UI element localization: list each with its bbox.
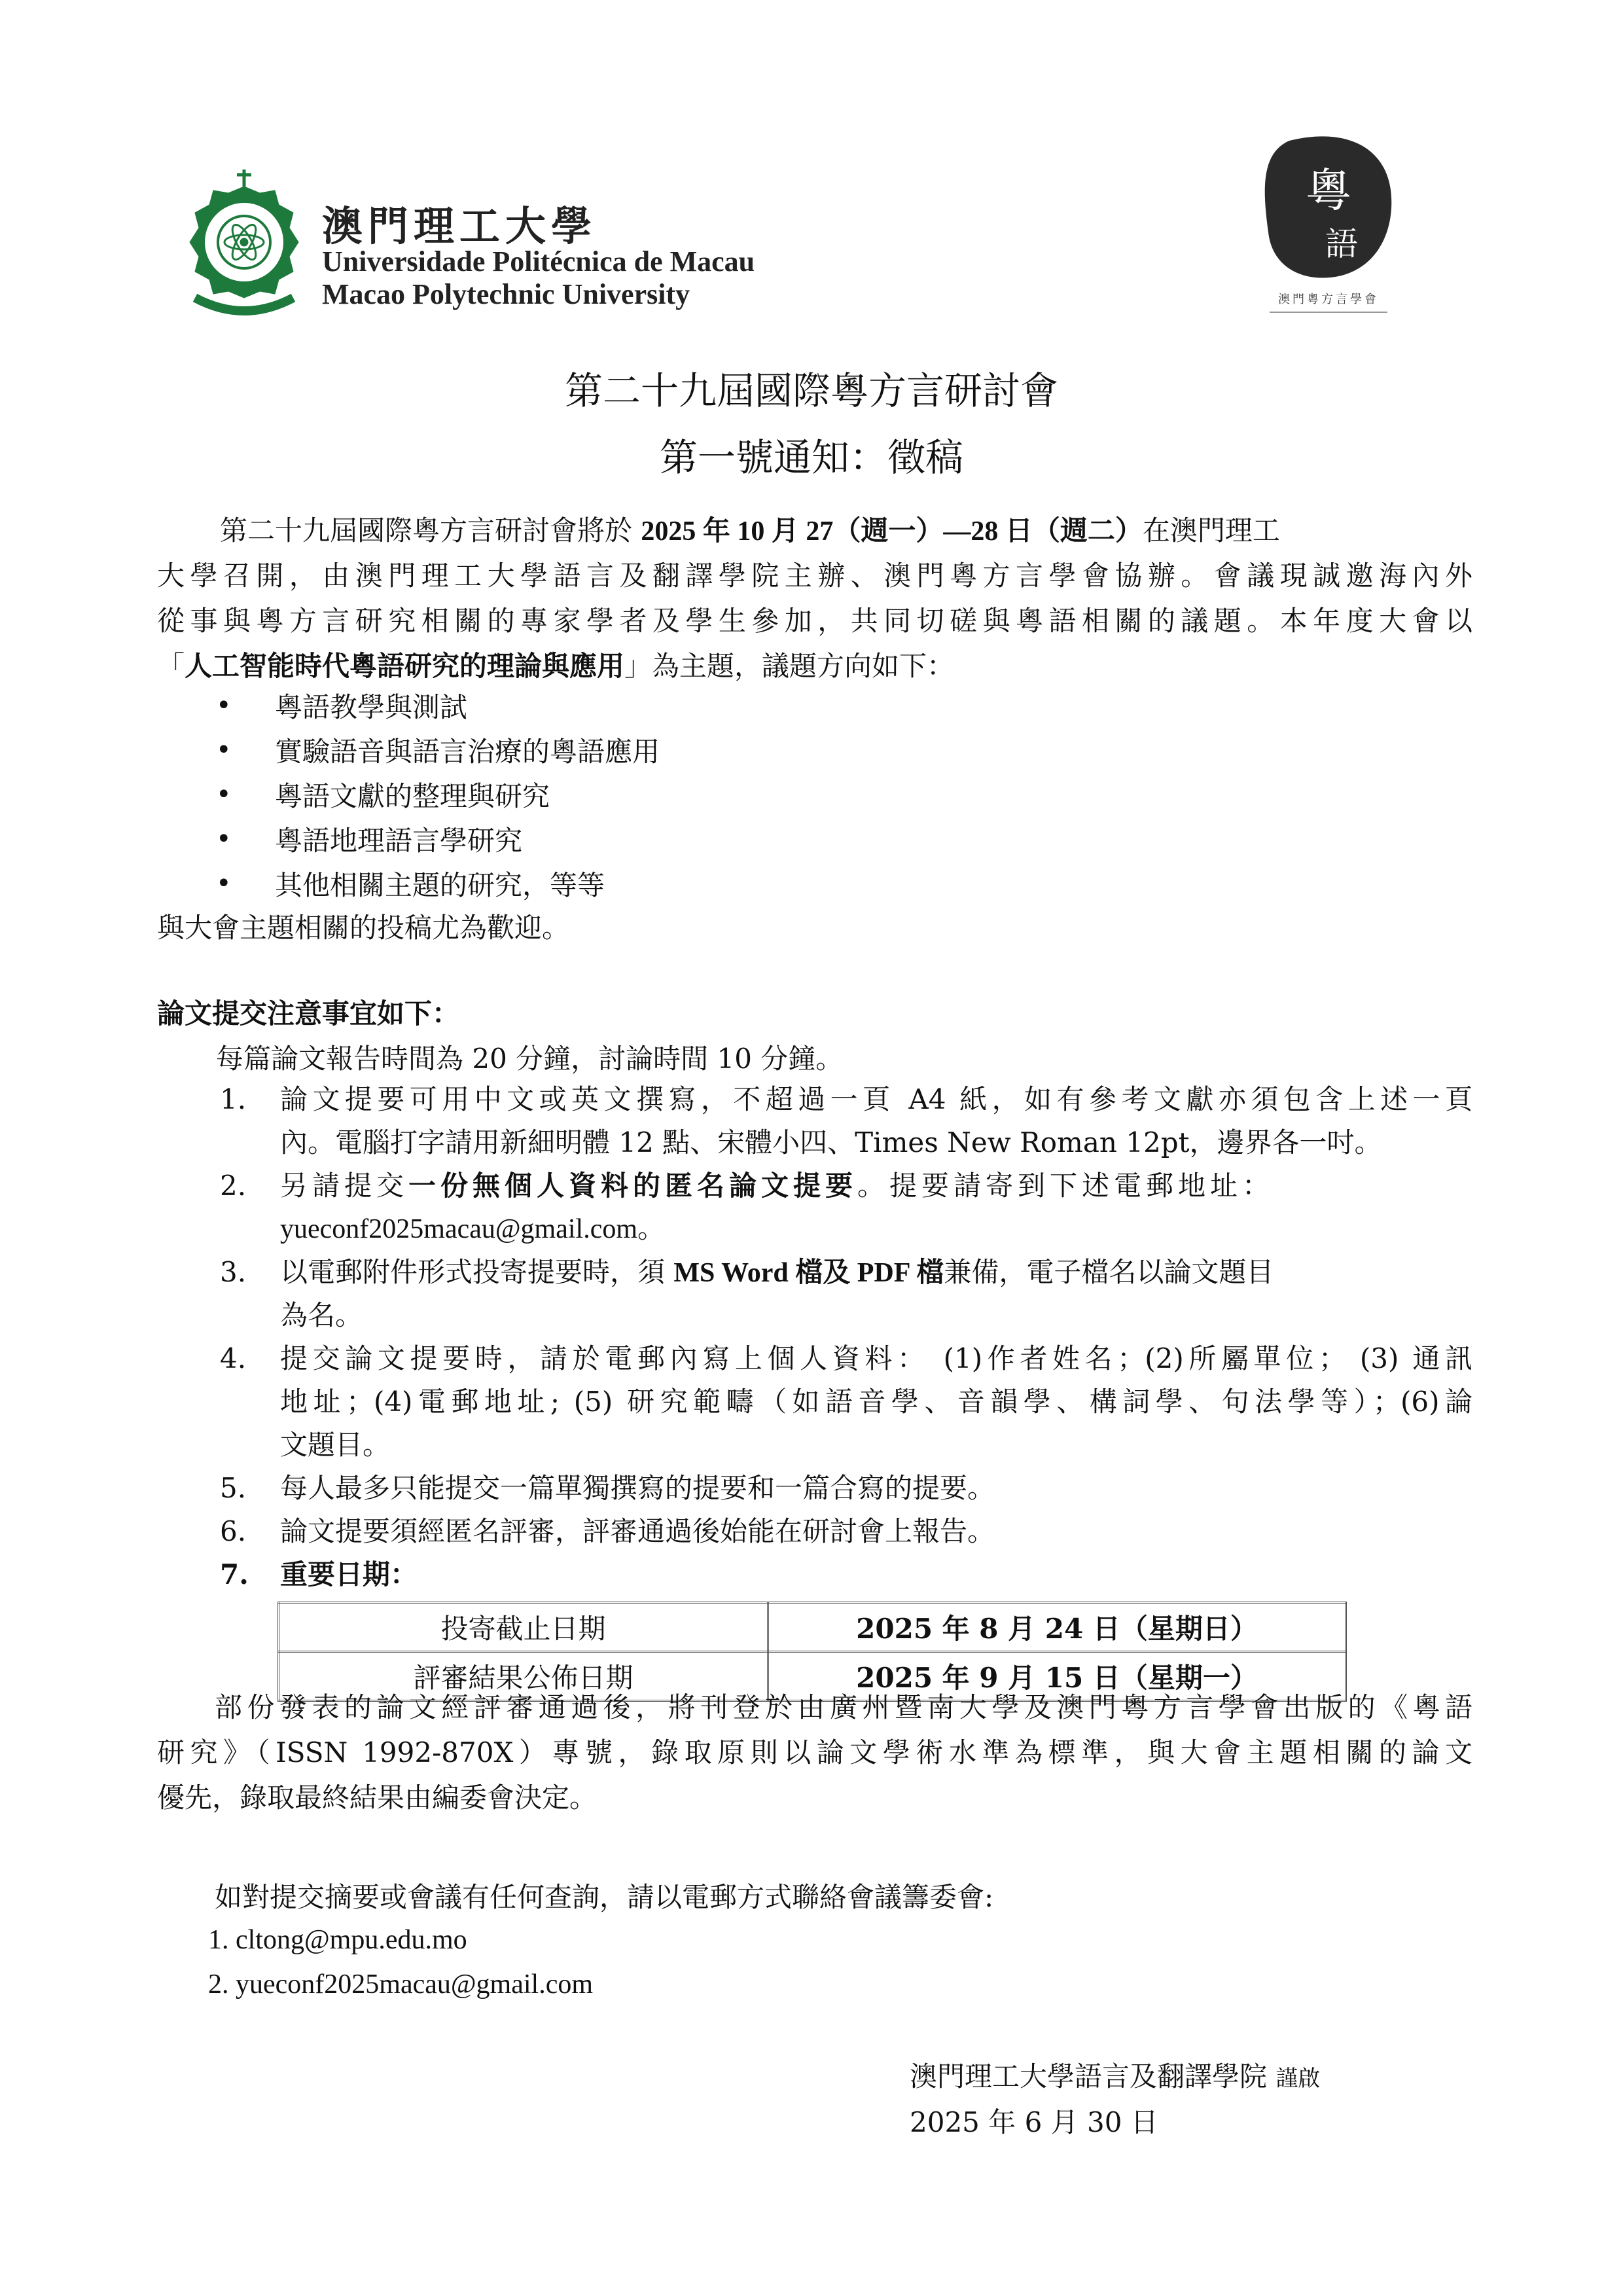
bullet-icon: • bbox=[216, 780, 232, 810]
conference-dates: 2025 年 10 月 27（週一）—28 日（週二） bbox=[641, 516, 1143, 547]
contact-intro: 如對提交摘要或會議有任何查詢，請以電郵方式聯絡會議籌委會: bbox=[215, 1881, 994, 1913]
topic-text: 粵語教學與測試 bbox=[275, 691, 468, 723]
item-text: 。提要請寄到下述電郵地址： bbox=[857, 1170, 1275, 1202]
section-heading: 論文提交注意事宜如下： bbox=[157, 997, 460, 1030]
publication-line: 優先，錄取最終結果由編委會決定。 bbox=[157, 1782, 597, 1814]
intro-line bbox=[157, 508, 1472, 553]
item-line: 為名。 bbox=[280, 1299, 363, 1331]
bullet-icon: • bbox=[216, 869, 232, 899]
item-text: 以電郵附件形式投寄提要時，須 bbox=[280, 1256, 674, 1288]
intro-text: 「 bbox=[157, 650, 185, 682]
intro-paragraph bbox=[157, 508, 1472, 689]
numbered-item bbox=[220, 1078, 1472, 1164]
page-title: 第二十九屆國際粵方言研討會 bbox=[564, 368, 1058, 413]
table-cell-date: 2025 年 9 月 15 日（星期一） bbox=[768, 1652, 1346, 1701]
bullet-icon: • bbox=[216, 735, 232, 765]
topic-text: 粵語文獻的整理與研究 bbox=[275, 780, 550, 812]
university-name-zh: 澳門理工大學 bbox=[322, 202, 597, 250]
university-logo bbox=[169, 167, 319, 324]
list-item bbox=[216, 861, 660, 906]
anonymous-abstract-note: 一份無個人資料的匿名論文提要 bbox=[408, 1170, 858, 1202]
item-line: 論文提要須經匿名評審，評審通過後始能在研討會上報告。 bbox=[280, 1515, 995, 1547]
numbered-item bbox=[220, 1337, 1472, 1467]
svg-text:粵: 粵 bbox=[1306, 164, 1351, 217]
bullet-icon: • bbox=[216, 691, 232, 721]
intro-text: 第二十九屆國際粵方言研討會將於 bbox=[220, 514, 641, 547]
item-number: 7. bbox=[220, 1558, 249, 1590]
intro-line: 大學召開，由澳門理工大學語言及翻譯學院主辦、澳門粵方言學會協辦。會議現誠邀海內外 bbox=[157, 560, 1472, 592]
topic-text: 實驗語音與語言治療的粵語應用 bbox=[275, 736, 660, 768]
society-logo bbox=[1243, 128, 1414, 324]
topic-text: 其他相關主題的研究，等等 bbox=[275, 869, 605, 901]
table-cell-label: 投寄截止日期 bbox=[279, 1603, 768, 1652]
item-line: 地址；(4)電郵地址; (5) 研究範疇（如語音學、音韻學、構詞學、句法學等）；(6)論 bbox=[280, 1386, 1472, 1418]
item-number: 3. bbox=[220, 1256, 247, 1288]
numbered-item bbox=[220, 1251, 1472, 1337]
item-number: 2. bbox=[220, 1170, 247, 1202]
topic-list bbox=[216, 683, 660, 906]
item-number: 5. bbox=[220, 1472, 247, 1504]
list-item bbox=[216, 772, 660, 817]
contact-email[interactable]: 2. yueconf2025macau@gmail.com bbox=[208, 1969, 593, 2000]
table-cell-date: 2025 年 8 月 24 日（星期日） bbox=[768, 1603, 1346, 1652]
intro-text: 」為主題，議題方向如下： bbox=[624, 650, 955, 682]
numbered-item bbox=[220, 1553, 1472, 1596]
signature-org: 澳門理工大學語言及翻譯學院 bbox=[910, 2060, 1268, 2092]
item-number: 1. bbox=[220, 1083, 247, 1115]
svg-text:語: 語 bbox=[1325, 225, 1358, 263]
item-text: 兼備，電子檔名以論文題目 bbox=[944, 1256, 1274, 1288]
signature-closing: 謹啟 bbox=[1275, 2066, 1321, 2092]
university-name-pt: Universidade Politécnica de Macau bbox=[322, 245, 755, 278]
item-line: 提交論文提要時，請於電郵內寫上個人資料： (1)作者姓名；(2)所屬單位； (3) 通訊 bbox=[280, 1342, 1472, 1374]
intro-text: 在澳門理工 bbox=[1142, 514, 1280, 547]
item-line: 每人最多只能提交一篇單獨撰寫的提要和一篇合寫的提要。 bbox=[280, 1472, 995, 1504]
item-number: 6. bbox=[220, 1515, 247, 1547]
item-number: 4. bbox=[220, 1342, 247, 1374]
page-subtitle: 第一號通知：徵稿 bbox=[659, 435, 963, 480]
intro-line bbox=[157, 643, 1472, 689]
svg-text:澳門粵方言學會: 澳門粵方言學會 bbox=[1278, 293, 1379, 306]
list-item bbox=[216, 817, 660, 861]
item-line: 論文提要可用中文或英文撰寫，不超過一頁 A4 紙，如有參考文獻亦須包含上述一頁 bbox=[280, 1083, 1472, 1115]
submission-email[interactable]: yueconf2025macau@gmail.com。 bbox=[280, 1214, 666, 1244]
publication-line: 部份發表的論文經評審通過後，將刊登於由廣州暨南大學及澳門粵方言學會出版的《粵語 bbox=[215, 1691, 1472, 1723]
item-text: 另請提交 bbox=[280, 1170, 409, 1202]
numbered-item bbox=[220, 1467, 1472, 1510]
list-item bbox=[216, 683, 660, 728]
conference-theme: 人工智能時代粵語研究的理論與應用 bbox=[185, 650, 625, 682]
topic-text: 粵語地理語言學研究 bbox=[275, 825, 523, 857]
contact-email[interactable]: 1. cltong@mpu.edu.mo bbox=[208, 1925, 467, 1955]
signature-date: 2025 年 6 月 30 日 bbox=[910, 2106, 1158, 2138]
list-item bbox=[216, 728, 660, 772]
item-line: 文題目。 bbox=[280, 1429, 391, 1461]
bullet-icon: • bbox=[216, 824, 232, 854]
university-name-en: Macao Polytechnic University bbox=[322, 278, 690, 310]
signature-block bbox=[910, 2055, 1320, 2094]
item-line bbox=[280, 1164, 1472, 1208]
important-dates-heading: 重要日期： bbox=[280, 1558, 418, 1590]
presentation-time-note: 每篇論文報告時間為 20 分鐘，討論時間 10 分鐘。 bbox=[216, 1043, 844, 1075]
publication-paragraph bbox=[157, 1685, 1472, 1820]
publication-line: 研究》（ISSN 1992-870X）專號，錄取原則以論文學術水準為標準，與大會主題相關的論文 bbox=[157, 1736, 1472, 1768]
table-cell-label: 評審結果公佈日期 bbox=[279, 1652, 768, 1701]
table-row bbox=[279, 1603, 1346, 1652]
item-line bbox=[280, 1251, 1472, 1294]
numbered-item bbox=[220, 1510, 1472, 1553]
welcome-note: 與大會主題相關的投稿尤為歡迎。 bbox=[157, 912, 570, 944]
item-line: 內。電腦打字請用新細明體 12 點、宋體小四、Times New Roman 12pt，邊界各一吋。 bbox=[280, 1126, 1382, 1158]
intro-line: 從事與粵方言研究相關的專家學者及學生參加，共同切磋與粵語相關的議題。本年度大會以 bbox=[157, 605, 1472, 637]
numbered-item bbox=[220, 1164, 1472, 1251]
file-format-note: MS Word 檔及 PDF 檔 bbox=[673, 1258, 944, 1288]
